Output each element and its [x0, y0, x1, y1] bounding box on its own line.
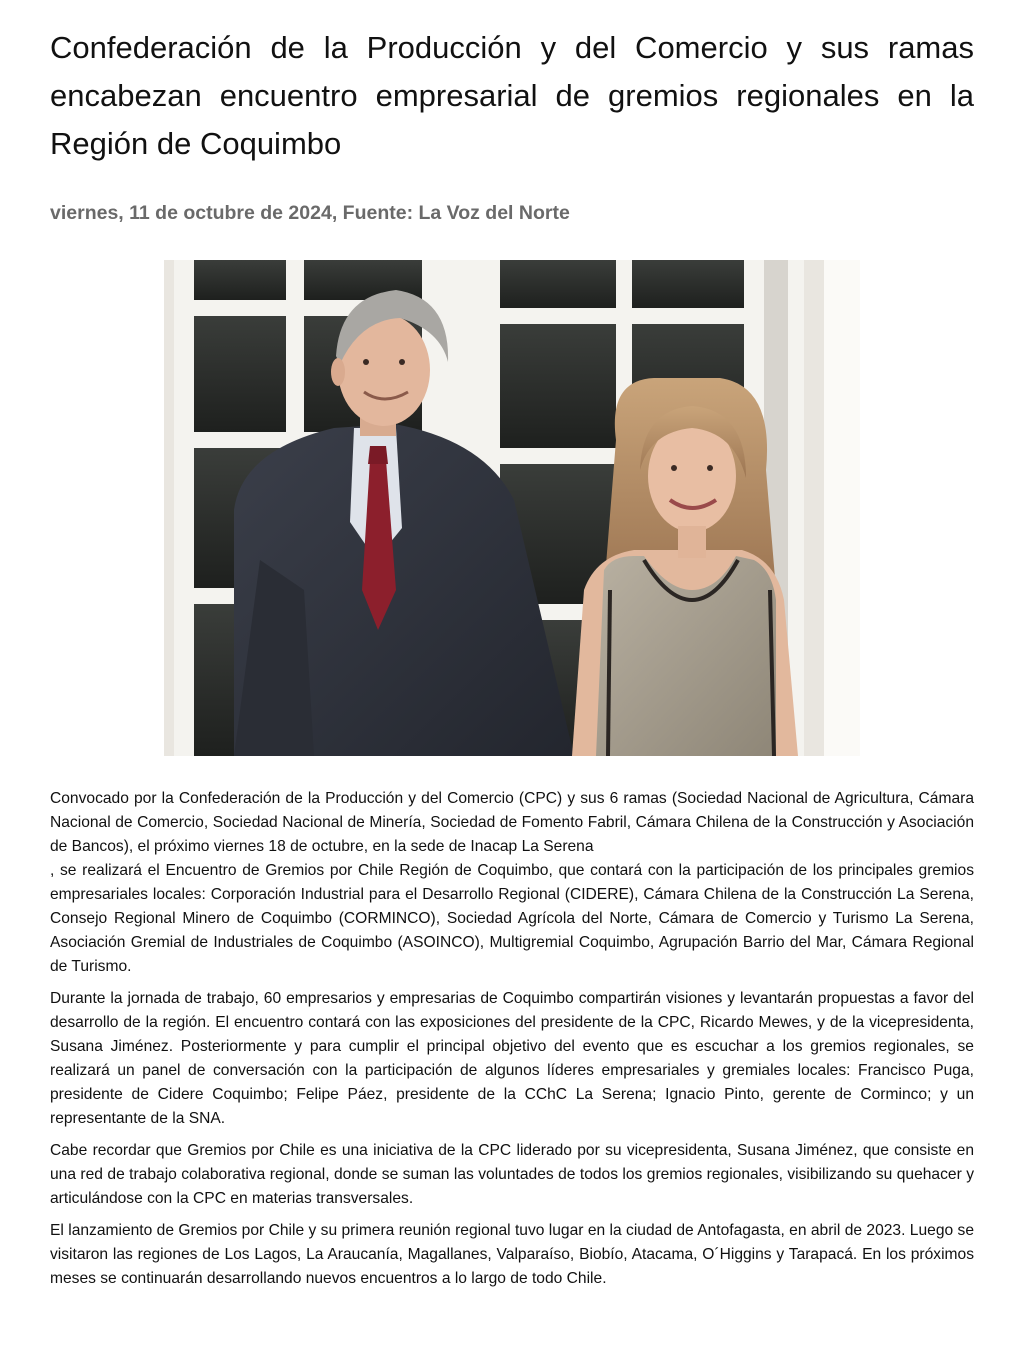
- photo-illustration: [164, 260, 860, 756]
- article-paragraph-4: El lanzamiento de Gremios por Chile y su primera reunión regional tuvo lugar en la ciudad de Antofagasta, en abril de 2023. Luego se visitaron las regiones de Los Lagos, La Araucanía, Magallanes, Valparaíso, Biobío, Atacama, O´Higgins y Tarapacá. En los próximos meses se continuarán desarrollando nuevos encuentros a lo largo de todo Chile.: [50, 1222, 974, 1287]
- article-photo: [164, 260, 860, 756]
- paragraph-1-part-2: , se realizará el Encuentro de Gremios por Chile Región de Coquimbo, que contará con la participación de los principales gremios empresariales locales: Corporación Industrial para el Desarrollo Regional (CIDERE), Cámara Chilena de la Construcción La Serena, Consejo Regional Minero de Coquimbo (CORMINCO), Sociedad Agrícola del Norte, Cámara de Comercio y Turismo La Serena, Asociación Gremial de Industriales de Coquimbo (ASOINCO), Multigremial Coquimbo, Agrupación Barrio del Mar, Cámara Regional de Turismo.: [50, 862, 974, 975]
- article-paragraph-3: Cabe recordar que Gremios por Chile es una iniciativa de la CPC liderado por su vicepresidenta, Susana Jiménez, que consiste en una red de trabajo colaborativa regional, donde se suman las voluntades de todos los gremios regionales, visibilizando su quehacer y articulándose con la CPC en materias transversales.: [50, 1142, 974, 1207]
- paragraph-1-part-1: Convocado por la Confederación de la Producción y del Comercio (CPC) y sus 6 ramas (Sociedad Nacional de Agricultura, Cámara Nacional de Comercio, Sociedad Nacional de Minería, Sociedad de Fomento Fabril, Cámara Chilena de la Construcción y Asociación de Bancos), el próximo viernes 18 de octubre, en la sede de Inacap La Serena: [50, 790, 974, 855]
- article-body: [50, 787, 974, 1299]
- article-date-source: viernes, 11 de octubre de 2024, Fuente: La Voz del Norte: [50, 202, 570, 224]
- article-paragraph-2: Durante la jornada de trabajo, 60 empresarios y empresarias de Coquimbo compartirán visiones y levantarán propuestas a favor del desarrollo de la región. El encuentro contará con las exposiciones del presidente de la CPC, Ricardo Mewes, y de la vicepresidenta, Susana Jiménez. Posteriormente y para cumplir el principal objetivo del evento que es escuchar a los gremios regionales, se realizará un panel de conversación con la participación de algunos líderes empresariales y gremiales locales: Francisco Puga, presidente de Cidere Coquimbo; Felipe Páez, presidente de la CChC La Serena; Ignacio Pinto, gerente de Corminco; y un representante de la SNA.: [50, 990, 974, 1127]
- article-paragraph-1: [50, 787, 974, 979]
- article-title: Confederación de la Producción y del Comercio y sus ramas encabezan encuentro empresarial de gremios regionales en la Región de Coquimbo: [50, 30, 974, 161]
